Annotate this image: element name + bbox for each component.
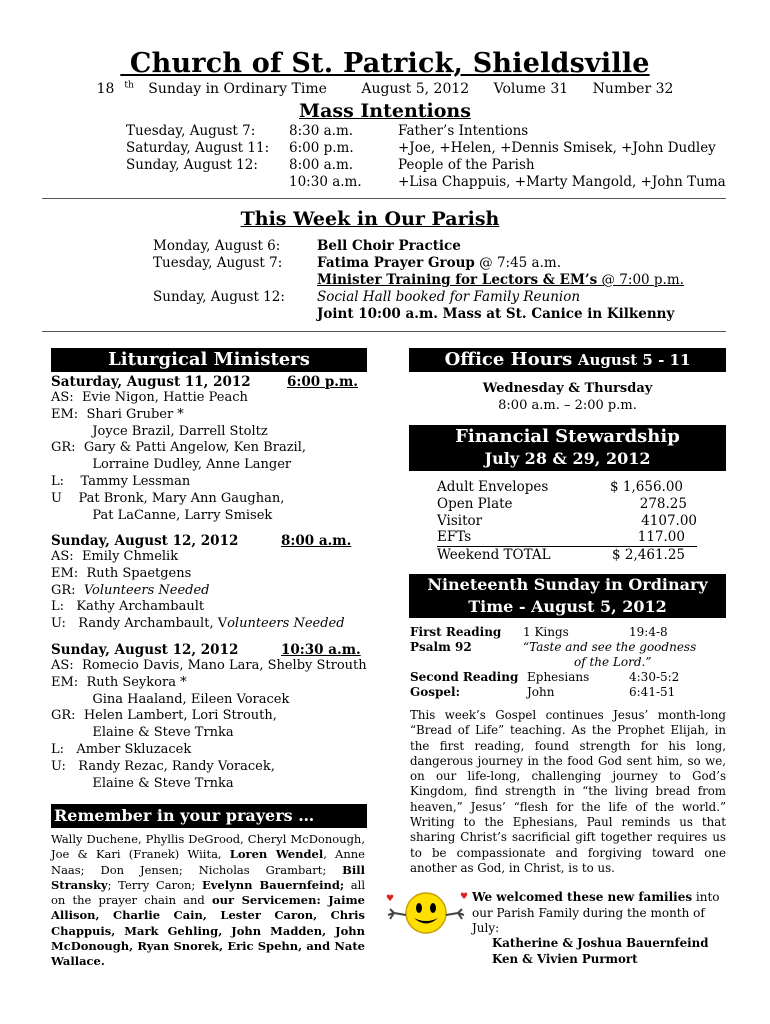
remember-title: Remember in your prayers … (51, 804, 367, 828)
mass-intentions-table (126, 123, 726, 191)
intention-row: Sunday, August 12: 8:00 a.m. People of the Parish (126, 157, 535, 173)
financial-table (437, 479, 697, 564)
issue-date: August 5, 2012 (361, 80, 470, 97)
readings: First Reading 1 Kings 19:4-8 Psalm 92 “Taste and see the goodness of the Lord.” Second Reading Ephesians 4:30-5:2 Gospel: John 6:41-51 (410, 625, 697, 699)
intention-row: Saturday, August 11: 6:00 p.m. +Joe, +Helen, +Dennis Smisek, +John Dudley (126, 140, 716, 156)
svg-text:♥: ♥ (460, 892, 469, 902)
sunday-number: 18 (96, 80, 115, 97)
this-week-table: Monday, August 6: Bell Choir Practice Tuesday, August 7: Fatima Prayer Group @ 7:45 a.m. Minister Training for Lectors & EM’s @ 7:00 p.m. Sunday, August 12: Social Hall booked for Family Reunion Joint 10:00 a.m. Mass at St. Canice in Kilkenny (153, 238, 684, 322)
volume: Volume 31 (493, 80, 569, 97)
sunday-label: Sunday in Ordinary Time (143, 80, 327, 97)
page-title: Church of St. Patrick, Shieldsville (129, 48, 650, 79)
this-week-title: This Week in Our Parish (240, 208, 500, 230)
financial-row: Weekend TOTAL $ 2,461.25 (437, 547, 685, 564)
financial-title-box: Financial Stewardship July 28 & 29, 2012 (409, 425, 726, 471)
welcome-text: We welcomed these new families into our Parish Family during the month of July: (472, 890, 720, 935)
gospel-reflection: This week’s Gospel continues Jesus’ month-long “Bread of Life” teaching. As the Prophet Elijah, in the first reading, found strength for his long, dangerous journey in the food God sent him, so we, on our life-long, challenging journey to God’s Kingdom, find strength in “the living bread from heaven,” Jesus’ “flesh for the life of the world.” Writing to the Ephesians, Paul reminds us that sharing Christ’s sacrificial gift together requires us to be compassionate and forgiving toward one another as God, in Christ, is to us. (410, 708, 726, 875)
divider (42, 198, 726, 199)
liturgical-sun-8am: Sunday, August 12, 2012 8:00 a.m. AS: Emily Chmelik EM: Ruth Spaetgens GR: Volunteers Needed L: Kathy Archambault U: Randy Archambault, Volunteers Needed (51, 533, 352, 632)
office-hours: Wednesday & Thursday 8:00 a.m. – 2:00 p.m. (482, 381, 653, 413)
financial-row: Visitor 4107.00 (437, 512, 697, 529)
issue-number: Number 32 (592, 80, 674, 97)
intention-row: Tuesday, August 7: 8:30 a.m. Father’s Intentions (126, 123, 529, 139)
financial-row: EFTs 117.00 (437, 529, 697, 547)
svg-text:♥: ♥ (386, 894, 395, 904)
liturgical-sun-1030: Sunday, August 12, 2012 10:30 a.m. AS: Romecio Davis, Mano Lara, Shelby Strouth EM: Ruth Seykora * Gina Haaland, Eileen Voracek GR: Helen Lambert, Lori Strouth, Elaine & Steve Trnka L: Amber Skluzacek U: Randy Rezac, Randy Voracek, Elaine & Steve Trnka (51, 642, 367, 791)
nineteenth-title-box: Nineteenth Sunday in Ordinary Time - August 5, 2012 (409, 574, 726, 618)
office-hours-title: Office Hours August 5 - 11 (409, 348, 726, 372)
financial-row: Open Plate 278.25 (437, 495, 687, 512)
financial-row: Adult Envelopes $ 1,656.00 (437, 479, 683, 495)
liturgical-sat: Saturday, August 11, 2012 6:00 p.m. AS: Evie Nigon, Hattie Peach EM: Shari Gruber * Joyce Brazil, Darrell Stoltz GR: Gary & Patti Angelow, Ken Brazil, Lorraine Dudley, Anne Langer L: Tammy Lessman U Pat Bronk, Mary Ann Gaughan, Pat LaCanne, Larry Smisek (51, 374, 358, 523)
remember-text: Wally Duchene, Phyllis DeGrood, Cheryl McDonough, Joe & Kari (Franek) Wiita, Loren Wendel, Anne Naas; Don Jensen; Nicholas Grambart; Bill Stransky; Terry Caron; Evelynn Bauernfeind; all on the prayer chain and our Servicemen: Jaime Allison, Charlie Cain, Lester Caron, Chris Chappuis, Mark Gehling, John Madden, John McDonough, Ryan Snorek, Eric Spehn, and Nate Wallace. (51, 832, 366, 969)
smiley-icon (382, 883, 472, 943)
intention-row: 10:30 a.m. +Lisa Chappuis, +Marty Mangold, +John Tuma (289, 174, 726, 190)
divider (42, 331, 726, 332)
issue-line (0, 80, 770, 97)
mass-intentions-title: Mass Intentions (299, 100, 471, 122)
new-families: Katherine & Joshua Bauernfeind Ken & Vivien Purmort (492, 936, 709, 966)
liturgical-ministers-title: Liturgical Ministers (51, 348, 367, 372)
sunday-suffix: th (124, 80, 134, 90)
